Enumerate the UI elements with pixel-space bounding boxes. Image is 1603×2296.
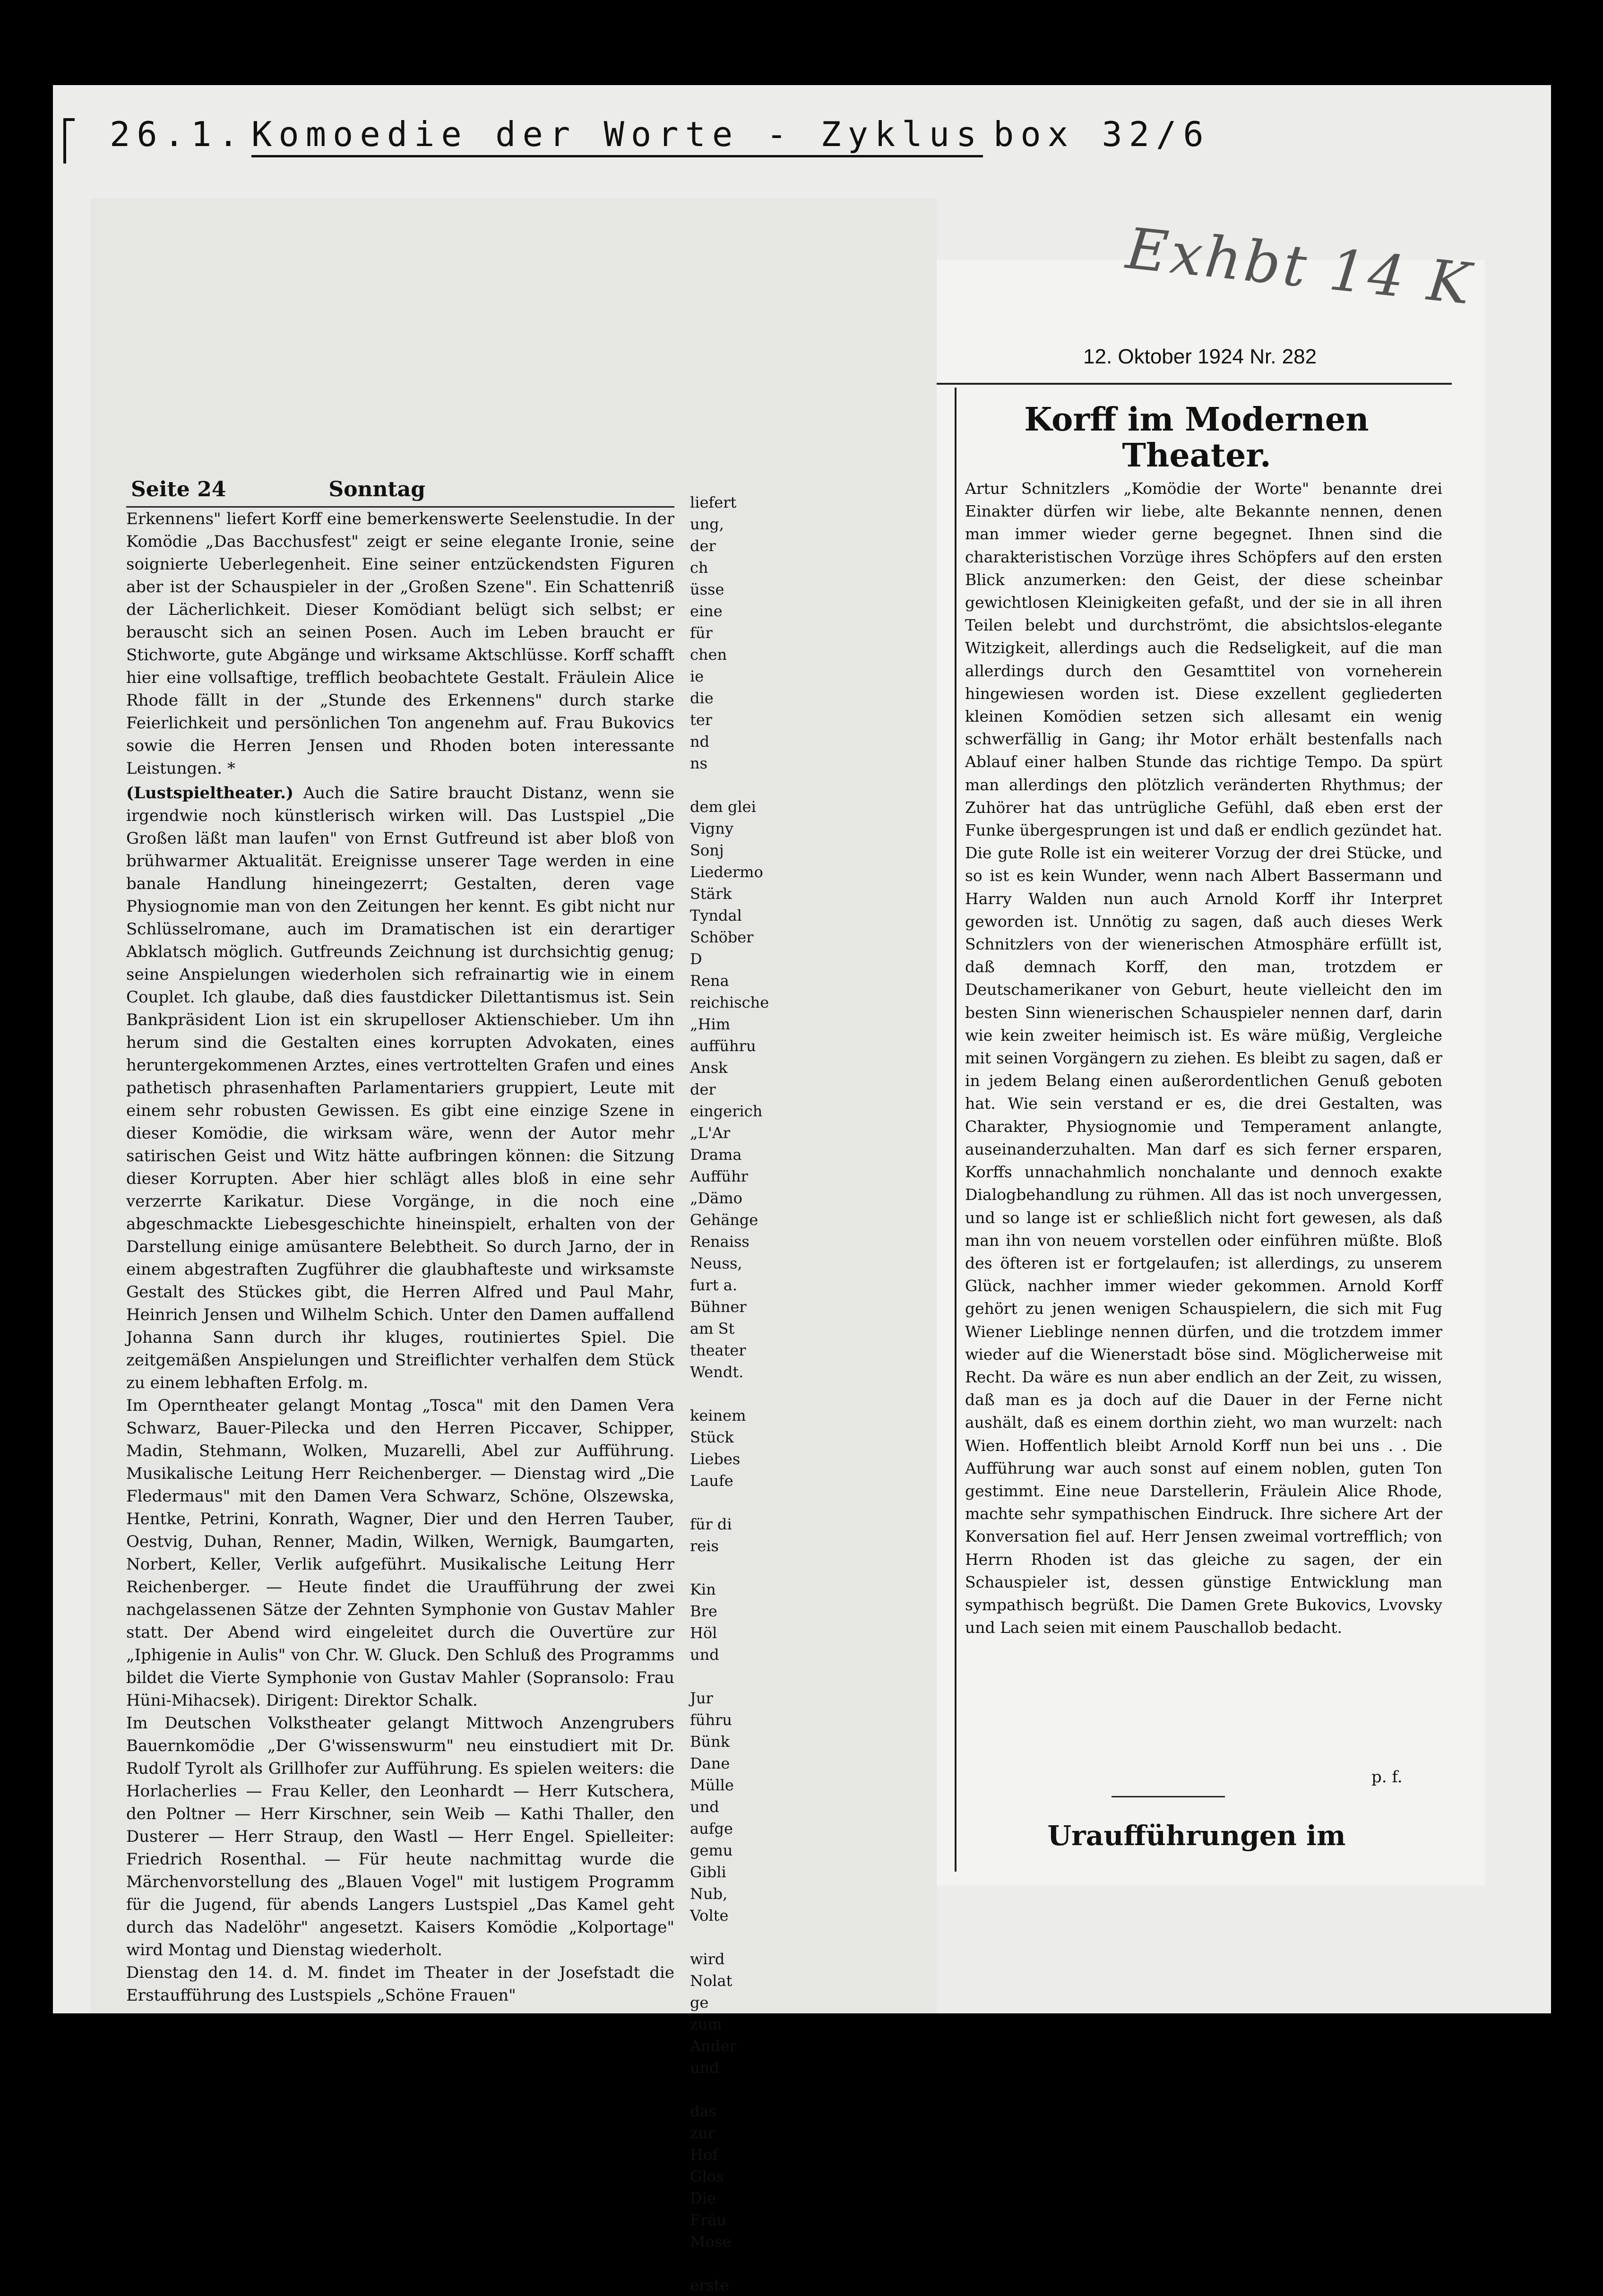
article-title: Korff im Modernen Theater. — [1024, 401, 1369, 475]
corner-mark — [63, 118, 75, 164]
archive-number: 26.1. — [110, 114, 245, 154]
theatre-news-column — [126, 782, 674, 2133]
handwritten-note: Exhbt 14 K — [1123, 216, 1476, 318]
archive-sheet — [53, 85, 1551, 2294]
weekday: Sonntag — [328, 477, 426, 501]
end-rule — [1112, 1796, 1225, 1797]
cut-off-column-fragment: liefert ung, der ch üsse eine für chen ie die ter nd ns dem glei Vigny Sonj Liedermo Stärk Tyndal Schöber D Rena reichische „Him aufführu Ansk der eingerich „L'Ar Drama Aufführ „Dämo Gehänge Renaiss Neuss, furt a. Bühner am St theater Wendt. keinem Stück Liebes Laufe für di reis Kin Bre Höl und Jur führu Bünk Dane Mülle und aufge gemu Gibli Nub, Volte wird Nolat ge zum Ander und das zur Hof Glos Die Fräu Mose erste — [690, 493, 769, 2294]
lustspieltheater-text: Auch die Satire braucht Distanz, wenn sie irgendwie noch künstlerisch wirken will. Das Lustspiel „Die Großen läßt man laufen" von Ernst Gutfreund ist aber bloß von brühwarmer Aktualität. Ereignisse unserer Tage werden in eine banale Handlung hineingezerrt; Gestalten, deren vage Physiognomie man von den Zeitungen her kennt. Es gibt nicht nur Schlüsselromane, auch im Dramatischen ist ein derartiger Abklatsch möglich. Gutfreunds Zeichnung ist durchsichtig genug; seine Anspielungen wiederholen sich refrainartig wie in einem Couplet. Ich glaube, daß dies faustdicker Dilettantismus ist. Sein Bankpräsident Lion ist ein skrupelloser Aktienschieber. Um ihn herum sind die Gestalten eines korrupten Advokaten, eines heruntergekommenen Arztes, eines vertrottelten Grafen und eines pathetisch phrasenhaften Parlamentariers gruppiert, Leute mit einem sehr robusten Gewissen. Es gibt eine einzige Szene in dieser Komödie, die wirksam wäre, wenn der Autor mehr satirischen Geist und Witz hätte aufbringen können: die Sitzung dieser Korrupten. Aber hier schlägt alles bloß in eine sehr verzerrte Karikatur. Diese Vorgänge, in die noch eine abgeschmackte Liebesgeschichte hineinspielt, erhalten von der Darstellung einige amüsantere Belebtheit. So durch Jarno, der in einem abgestraften Zugführer die glaubhafteste und wirksamste Gestalt des Stückes gibt, die Herren Alfred und Paul Mahr, Heinrich Jensen und Wilhelm Schich. Unter den Damen auffallend Johanna Sann durch ihr kluges, routiniertes Spiel. Die zeitgemäßen Anspielungen und Streiflichter verhalfen dem Stück zu einem lebhaften Erfolg. m. Im Operntheater gelangt Montag „Tosca" mit den Damen Vera Schwarz, Bauer-Pilecka und den Herren Piccaver, Schipper, Madin, Stehmann, Wolken, Muzarelli, Abel zur Aufführung. Musikalische Leitung Herr Reichenberger. — Dienstag wird „Die Fledermaus" mit den Damen Vera Schwarz, Schöne, Olszewska, Hentke, Petrini, Konrath, Wagner, Dier und den Herren Tauber, Oestvig, Duhan, Renner, Madin, Wilken, Wernigk, Baumgarten, Norbert, Keller, Verlik aufgeführt. Musikalische Leitung Herr Reichenberger. — Heute findet die Uraufführung der zwei nachgelassenen Sätze der Zehnten Symphonie von Gustav Mahler statt. Der Abend wird eingeleitet durch die Ouvertüre zur „Iphigenie in Aulis" von Chr. W. Gluck. Den Schluß des Programms bildet die Vierte Symphonie von Gustav Mahler (Sopransolo: Frau Hüni-Mihacsek). Dirigent: Direktor Schalk. Im Deutschen Volkstheater gelangt Mittwoch Anzengrubers Bauernkomödie „Der G'wissenswurm" neu einstudiert mit Dr. Rudolf Tyrolt als Grillhofer zur Aufführung. Es spielen weiters: die Horlacherlies — Frau Keller, den Leonhardt — Herr Kutschera, den Poltner — Herr Kirschner, sein Weib — Kathi Thaller, den Dusterer — Herr Straup, den Wastl — Herr Engel. Spielleiter: Friedrich Rosenthal. — Für heute nachmittag wurde die Märchenvorstellung des „Blauen Vogel" mit lustigem Programm für die Jugend, für abends Langers Lustspiel „Das Kamel geht durch das Nadelöhr" angesetzt. Kaisers Komödie „Kolportage" wird Montag und Dienstag wiederholt. Dienstag den 14. d. M. findet im Theater in der Josefstadt die Erstaufführung des Lustspiels „Schöne Frauen" — [126, 784, 674, 2005]
right-newspaper-clipping — [937, 216, 1485, 1886]
review-korff-continued: Erkennens" liefert Korff eine bemerkenswerte Seelenstudie. In der Komödie „Das Bacchusfest" zeigt er seine elegante Ironie, seine soignierte Ueberlegenheit. Eine seiner entzückendsten Figuren aber ist der Schauspieler in der „Großen Szene". Ein Schattenriß der Lächerlichkeit. Dieser Komödiant belügt sich selbst; er berauscht sich an seinen Posen. Auch im Leben braucht er Stichworte, gute Abgänge und wirksame Aktschlüsse. Korff schafft hier eine vollsaftige, trefflich beobachtete Gestalt. Fräulein Alice Rhode fällt in der „Stunde des Erkennens" durch starke Feierlichkeit und persönlichen Ton angenehm auf. Frau Bukovics sowie die Herren Jensen und Rhoden boten interessante Leistungen. * — [126, 509, 674, 778]
left-newspaper-clipping — [91, 199, 937, 2294]
archive-box: box 32/6 — [993, 114, 1210, 154]
archive-title: Komoedie der Worte - Zyklus — [251, 114, 983, 157]
issue-date: 12. Oktober 1924 Nr. 282 — [1083, 345, 1317, 368]
column-rule — [955, 388, 957, 1872]
page-number: Seite 24 — [131, 477, 226, 501]
lustspieltheater-heading: (Lustspieltheater.) — [126, 784, 294, 803]
archive-header — [53, 85, 1551, 180]
left-main-column — [126, 477, 674, 2133]
article-body: Artur Schnitzlers „Komödie der Worte" benannte drei Einakter dürfen wir liebe, alte Bekannte nennen, denen man immer wieder gerne begegnet. Ihnen sind die charakteristischen Vorzüge ihres Schöpfers auf den ersten Blick anzumerken: den Geist, der diese scheinbar gewichtlosen Kleinigkeiten gefaßt, und der sie in all ihren Teilen belebt und durchströmt, die absichtslos-elegante Witzigkeit, allerdings auch die Redseligkeit, auf die man allerdings durch den Gesamttitel von vorneherein hingewiesen worden ist. Diese exzellent gegliederten kleinen Komödien setzen sich allesamt ein wenig schwerfällig in Gang; ihr Motor erhält bestenfalls nach Ablauf einer halben Stunde das richtige Tempo. Da spürt man allerdings den plötzlich veränderten Rhythmus; der Zuhörer hat das untrügliche Gefühl, daß eben erst der Funke übergesprungen ist und daß er endlich gezündet hat. Die gute Rolle ist ein weiterer Vorzug der drei Stücke, und so ist es kein Wunder, wenn nach Albert Bassermann und Harry Walden nun auch Arnold Korff ihr Interpret geworden ist. Unnötig zu sagen, daß auch dieses Werk Schnitzlers von der wienerischen Atmosphäre erfüllt ist, daß demnach Korff, den man, trotzdem er Deutschamerikaner von Geburt, heute vielleicht den im besten Sinn wienerischen Schauspieler nennen darf, darin wie kein zweiter heimisch ist. Es wäre müßig, Vergleiche mit seinen Vorgängern zu ziehen. Es bleibt zu sagen, daß er in jedem Belang einen außerordentlichen Genuß geboten hat. Wie sein verstand er es, die drei Gestalten, was Charakter, Physiognomie und Temperament anlangte, auseinanderzuhalten. Man darf es sich ferner ersparen, Korffs unnachahmlich nonchalante und dennoch exakte Dialogbehandlung zu rühmen. All das ist noch unvergessen, und so lange ist er schließlich nicht fort gewesen, als daß man ihn von neuem vorstellen oder einführen müßte. Bloß des öfteren ist er fortgelaufen; ist allerdings, zu unserem Glück, nachher immer wieder gekommen. Arnold Korff gehört zu jenen wenigen Schauspielern, die sich mit Fug Wiener Lieblinge nennen dürfen, und die trotzdem immer wieder auf die Wienerstadt böse sind. Möglicherweise mit Recht. Da wäre es nun aber endlich an der Zeit, zu wissen, daß man es ja doch auf die Dauer in der Ferne nicht aushält, daß es einem dorthin zieht, wo man wurzelt: nach Wien. Hoffentlich bleibt Arnold Korff nun bei uns . . Die Aufführung war auch sonst auf einem noblen, guten Ton gestimmt. Eine neue Darstellerin, Fräulein Alice Rhode, machte sehr sympathischen Eindruck. Ihre sichere Art der Konversation fiel auf. Herr Jensen zweimal vortrefflich; von Herrn Rhoden ist das gleiche zu sagen, der ein Schauspieler ist, dessen günstige Entwicklung man sympathisch begrüßt. Die Damen Grete Bukovics, Lvovsky und Lach seien mit einem Pauschallob bedacht. — [965, 479, 1442, 1637]
author-signature: p. f. — [1371, 1768, 1403, 1787]
next-article-title: Uraufführungen im — [1047, 1820, 1346, 1852]
running-head — [126, 477, 674, 508]
top-rule — [937, 383, 1452, 385]
